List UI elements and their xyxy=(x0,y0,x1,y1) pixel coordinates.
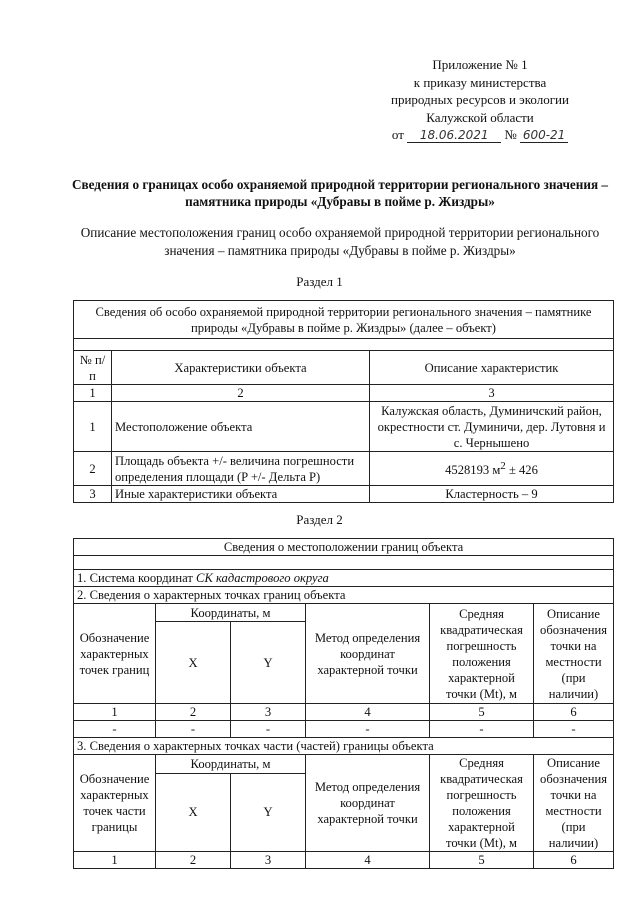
document-title: Сведения о границах особо охраняемой природной территории регионального значения – памятника природы «Дубравы в пойме р. Жиздры» xyxy=(71,177,608,209)
method-header: Метод определения координат характерной точки xyxy=(306,604,430,704)
index-cell: 4 xyxy=(306,704,430,721)
table-row xyxy=(74,402,614,452)
index-cell: 1 xyxy=(74,385,112,402)
index-cell: 5 xyxy=(430,852,534,869)
table-row xyxy=(74,721,614,738)
designation-header: Обозначение характерных точек границ xyxy=(74,604,156,704)
index-cell: 5 xyxy=(430,704,534,721)
section-1-label: Раздел 1 xyxy=(296,274,343,289)
part-boundary-points-heading: 3. Сведения о характерных точках части (частей) границы объекта xyxy=(74,738,614,755)
table-row xyxy=(74,486,614,503)
dash-cell: - xyxy=(74,721,156,738)
row-number: 2 xyxy=(74,452,112,486)
row-description xyxy=(370,452,614,486)
dash-cell: - xyxy=(156,721,231,738)
index-cell: 3 xyxy=(231,704,306,721)
number-label: № xyxy=(504,127,517,142)
index-cell: 1 xyxy=(74,852,156,869)
method-header: Метод определения координат характерной точки xyxy=(306,755,430,852)
dash-cell: - xyxy=(534,721,614,738)
order-date: 18.06.2021 xyxy=(407,128,501,143)
index-cell: 2 xyxy=(156,852,231,869)
table-row xyxy=(74,452,614,486)
row-number: 3 xyxy=(74,486,112,503)
order-date-number-line xyxy=(360,126,600,144)
dash-cell: - xyxy=(306,721,430,738)
dash-cell: - xyxy=(430,721,534,738)
document-subtitle: Описание местоположения границ особо охраняемой природной территории регионального значения – памятника природы «Дубравы в пойме р. Жиздры» xyxy=(80,225,600,258)
section-2-label: Раздел 2 xyxy=(296,512,343,527)
index-cell: 2 xyxy=(156,704,231,721)
index-cell: 3 xyxy=(231,852,306,869)
row-description: Калужская область, Думиничский район, окрестности ст. Думиничи, дер. Лутовня и с. Чернышено xyxy=(370,402,614,452)
appendix-line-1: Приложение № 1 xyxy=(432,57,528,72)
col-characteristics-header: Характеристики объекта xyxy=(112,351,370,385)
spacer-row xyxy=(74,339,614,351)
area-tolerance: ± 426 xyxy=(505,463,538,478)
part-designation-header: Обозначение характерных точек части границы xyxy=(74,755,156,852)
index-cell: 1 xyxy=(74,704,156,721)
index-cell: 6 xyxy=(534,852,614,869)
col-description-header: Описание характеристик xyxy=(370,351,614,385)
row-description: Кластерность – 9 xyxy=(370,486,614,503)
index-cell: 6 xyxy=(534,704,614,721)
appendix-line-2: к приказу министерства xyxy=(413,74,547,90)
order-number: 600-21 xyxy=(520,128,568,143)
coordinate-system-line: 1. Система координат СК кадастрового округа xyxy=(74,570,614,587)
dash-cell: - xyxy=(231,721,306,738)
row-characteristic: Площадь объекта +/- величина погрешности определения площади (P +/- Дельта P) xyxy=(112,452,370,486)
description-header: Описание обозначения точки на местности (при наличии) xyxy=(534,755,614,852)
row-characteristic: Иные характеристики объекта xyxy=(112,486,370,503)
accuracy-header: Средняя квадратическая погрешность положения характерной точки (Mt), м xyxy=(430,604,534,704)
boundary-points-heading: 2. Сведения о характерных точках границ объекта xyxy=(74,587,614,604)
row-number: 1 xyxy=(74,402,112,452)
spacer-row xyxy=(74,556,614,570)
section-1-table xyxy=(73,300,614,503)
y-header: Y xyxy=(231,622,306,704)
col-number-header: № п/п xyxy=(74,351,112,385)
x-header: X xyxy=(156,773,231,851)
section-2-table xyxy=(73,538,614,869)
appendix-line-4: Калужской области xyxy=(426,109,534,125)
x-header: X xyxy=(156,622,231,704)
description-header: Описание обозначения точки на местности (при наличии) xyxy=(534,604,614,704)
coordinates-header: Координаты, м xyxy=(156,755,306,774)
area-unit-sup: 2 xyxy=(500,460,506,473)
section-2-header: Сведения о местоположении границ объекта xyxy=(74,539,614,556)
index-cell: 3 xyxy=(370,385,614,402)
accuracy-header: Средняя квадратическая погрешность положения характерной точки (Mt), м xyxy=(430,755,534,852)
section-1-header: Сведения об особо охраняемой природной территории регионального значения – памятнике природы «Дубравы в пойме р. Жиздры» (далее – объект) xyxy=(74,301,614,339)
area-value: 4528193 м xyxy=(445,463,501,478)
y-header: Y xyxy=(231,773,306,851)
from-label: от xyxy=(391,127,404,142)
index-cell: 2 xyxy=(112,385,370,402)
coordinates-header: Координаты, м xyxy=(156,604,306,622)
index-cell: 4 xyxy=(306,852,430,869)
coordinate-system-name: СК кадастрового округа xyxy=(196,571,329,585)
row-characteristic: Местоположение объекта xyxy=(112,402,370,452)
appendix-block xyxy=(360,56,600,144)
appendix-line-3: природных ресурсов и экологии xyxy=(391,92,569,107)
